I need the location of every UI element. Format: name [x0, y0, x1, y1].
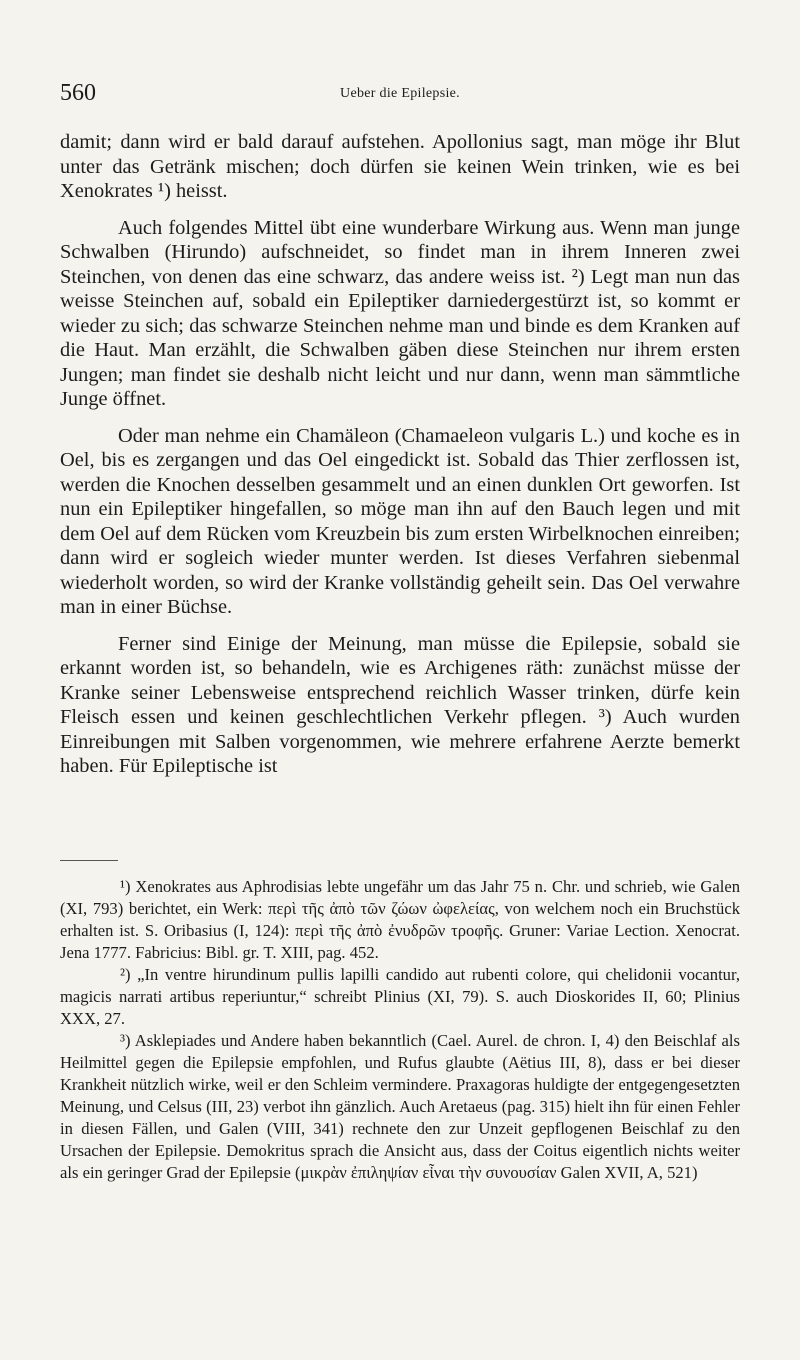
paragraph: Oder man nehme ein Chamäleon (Chamaeleon vulgaris L.) und koche es in Oel, bis es zergangen und das Oel eingedickt ist. Sobald das Thier zerflossen ist, werden die Knochen desselben gesammelt und an einen dunklen Ort geworfen. Ist nun ein Epileptiker hingefallen, so möge man ihn auf den Bauch legen und mit dem Oel auf dem Rücken vom Kreuzbein bis zum ersten Wirbelknochen einreiben; dann wird er sogleich wieder munter werden. Ist dieses Verfahren siebenmal wiederholt worden, so wird der Kranke vollständig geheilt sein. Das Oel verwahre man in einer Büchse. [60, 424, 740, 618]
footnotes [60, 876, 740, 1184]
main-text [60, 130, 740, 791]
footnote: ²) „In ventre hirundinum pullis lapilli candido aut rubenti colore, qui chelidonii vocantur, magicis narrati artibus reperiuntur,“ schreibt Plinius (XI, 79). S. auch Dioskorides II, 60; Plinius XXX, 27. [60, 965, 740, 1028]
running-head: Ueber die Epilepsie. [340, 86, 460, 101]
paragraph: Ferner sind Einige der Meinung, man müsse die Epilepsie, sobald sie erkannt worden ist, so behandeln, wie es Archigenes räth: zunächst müsse der Kranke seiner Lebensweise entsprechend reichlich Wasser trinken, dürfe kein Fleisch essen und keinen geschlechtlichen Verkehr pflegen. ³) Auch wurden Einreibungen mit Salben vorgenommen, wie mehrere erfahrene Aerzte bemerkt haben. Für Epileptische ist [60, 632, 740, 777]
page-header [60, 80, 740, 110]
footnote: ³) Asklepiades und Andere haben bekanntlich (Cael. Aurel. de chron. I, 4) den Beischlaf als Heilmittel gegen die Epilepsie empfohlen, und Rufus glaubte (Aëtius III, 8), dass er bei dieser Krankheit nützlich wirke, weil er den Schleim vermindere. Praxagoras huldigte der entgegengesetzten Meinung, und Celsus (III, 23) verbot ihn gänzlich. Auch Aretaeus (pag. 315) hielt ihn für einen Fehler in diesen Fällen, und Galen (VIII, 341) rechnete den zur Unzeit gepflogenen Beischlaf zu den Ursachen der Epilepsie. Demokritus sprach die Ansicht aus, dass der Coitus eigentlich nichts weiter als ein geringer Grad der Epilepsie (μικρὰν ἐπιληψίαν εἶναι τὴν συνουσίαν Galen XVII, A, 521) [60, 1031, 740, 1182]
footnote-rule [60, 860, 118, 861]
paragraph: damit; dann wird er bald darauf aufstehen. Apollonius sagt, man möge ihr Blut unter das Getränk mischen; doch dürfen sie keinen Wein trinken, wie es bei Xenokrates ¹) heisst. [60, 131, 740, 202]
page-number: 560 [60, 80, 96, 106]
footnote: ¹) Xenokrates aus Aphrodisias lebte ungefähr um das Jahr 75 n. Chr. und schrieb, wie Galen (XI, 793) berichtet, ein Werk: περὶ τῆς ἀπὸ τῶν ζώων ὠφελείας, von welchem noch ein Bruchstück erhalten ist. S. Oribasius (I, 124): περὶ τῆς ἀπὸ ἐνυδρῶν τροφῆς. Gruner: Variae Lection. Xenocrat. Jena 1777. Fabricius: Bibl. gr. T. XIII, pag. 452. [60, 877, 740, 962]
paragraph: Auch folgendes Mittel übt eine wunderbare Wirkung aus. Wenn man junge Schwalben (Hirundo) aufschneidet, so findet man in ihrem Inneren zwei Steinchen, von denen das eine schwarz, das andere weiss ist. ²) Legt man nun das weisse Steinchen auf, sobald ein Epileptiker darniedergestürzt ist, so kommt er wieder zu sich; das schwarze Steinchen nehme man und binde es dem Kranken auf die Haut. Man erzählt, die Schwalben gäben diese Steinchen nur ihrem ersten Jungen; man findet sie deshalb nicht leicht und nur dann, wenn man sämmtliche Junge öffnet. [60, 216, 740, 410]
